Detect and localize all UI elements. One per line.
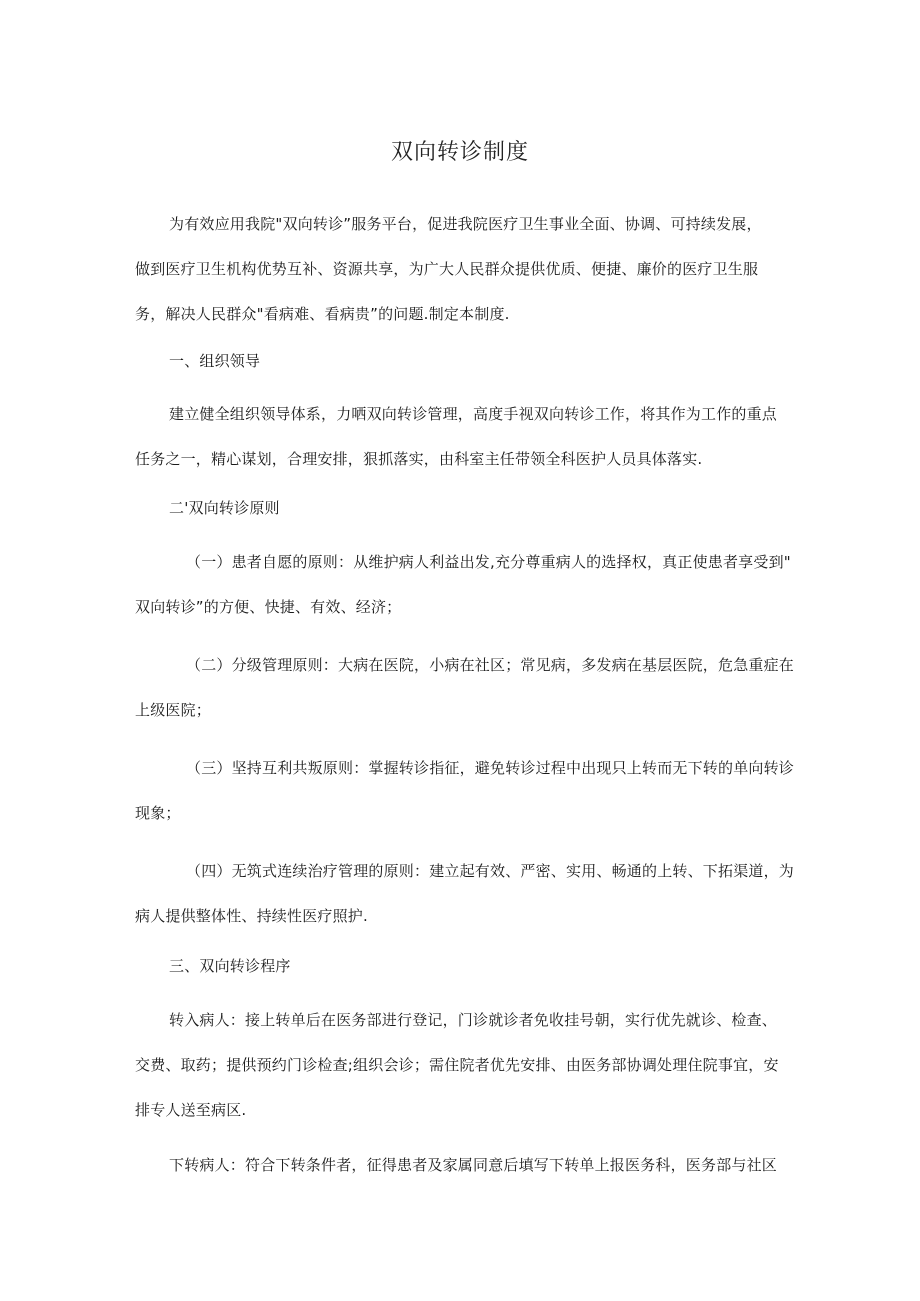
- document-title: 双向转诊制度: [390, 140, 529, 165]
- principle-item: [135, 849, 795, 939]
- principle-item: [135, 643, 795, 733]
- section-heading: [135, 486, 795, 531]
- heading-text: 三、双向转诊程序: [169, 957, 291, 975]
- principle-item: [135, 540, 795, 630]
- text-line: （四）无筑式连续治疗管理的原则：建立起有效、严密、实用、畅通的上转、下拓渠道，为: [186, 862, 795, 880]
- heading-text: 一、组织领导: [169, 352, 261, 370]
- text-line: 做到医疗卫生机构优势互补、资源共享，为广大人民群众提供优质、便捷、廉价的医疗卫生服: [135, 260, 759, 278]
- text-line: 上级医院；: [135, 701, 212, 719]
- text-line: 任务之一，精心谋划，合理安排，狠抓落实，由科室主任带领全科医护人员具体落实.: [135, 450, 703, 468]
- intro-paragraph: [135, 202, 795, 337]
- text-line: 建立健全组织领导体系，力哂双向转诊管理，高度手视双向转诊工作，将其作为工作的重点: [169, 405, 778, 423]
- principle-item: [135, 746, 795, 836]
- body-paragraph: [135, 1143, 795, 1188]
- text-line: 交费、取药；提供预约门诊检查;组织会诊；需住院者优先安排、由医务部协调处理住院事宜，安: [135, 1056, 779, 1074]
- text-line: （三）坚持互利共叛原则：掌握转诊指征，避免转诊过程中出现只上转而无下转的单向转诊: [186, 759, 795, 777]
- text-line: （二）分级管理原则：大病在医院，小病在社区；常见病，多发病在基层医院，危急重症在: [186, 656, 795, 674]
- text-line: （一）患者自愿的原则：从维护病人利益出发,充分尊重病人的选择权，真正使患者享受到": [186, 553, 791, 571]
- text-line: 务，解决人民群众"看病难、看病贵”的问题.制定本制度.: [135, 305, 510, 323]
- text-line: 现象；: [135, 804, 181, 822]
- text-line: 病人提供整体性、持续性医疗照护.: [135, 907, 368, 925]
- text-line: 排专人送至病区.: [135, 1101, 247, 1119]
- heading-text: 二'双向转诊原则: [169, 499, 280, 517]
- text-line: 双向转诊”的方便、快捷、有效、经济；: [135, 598, 402, 616]
- body-paragraph: [135, 392, 795, 482]
- section-heading: [135, 944, 795, 989]
- section-heading: [135, 339, 795, 384]
- body-paragraph: [135, 998, 795, 1133]
- text-line: 转入病人：接上转单后在医务部进行登记，门诊就诊者免收挂号朝，实行优先就诊、检查、: [169, 1011, 778, 1029]
- text-line: 下转病人：符合下转条件者，征得患者及家属同意后填写下转单上报医务科，医务部与社区: [169, 1156, 778, 1174]
- text-line: 为有效应用我院"双向转诊”服务平台，促进我院医疗卫生事业全面、协调、可持续发展，: [169, 215, 762, 233]
